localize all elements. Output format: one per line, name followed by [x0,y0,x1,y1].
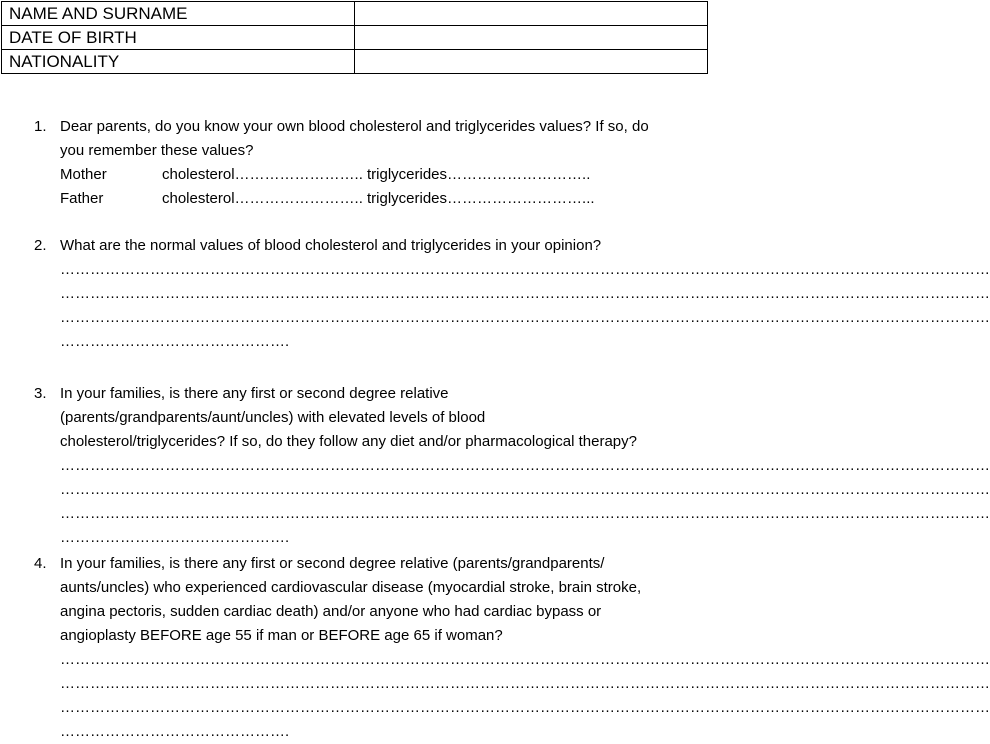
dob-field[interactable] [355,26,708,50]
answer-line[interactable]: ………………………………………. [60,333,290,350]
identity-table [1,1,708,74]
dob-label: DATE OF BIRTH [2,26,355,50]
answer-line[interactable]: …………………………………………………………………………………………………………………………………………………………………… [60,675,990,692]
answer-line[interactable]: …………………………………………………………………………………………………………………………………………………………………… [60,309,990,326]
question-4-text-line: angioplasty BEFORE age 55 if man or BEFORE age 65 if woman? [60,627,503,644]
dob-row [2,26,708,50]
question-4-text-line: aunts/uncles) who experienced cardiovascular disease (myocardial stroke, brain stroke, [60,579,642,596]
answer-line[interactable]: …………………………………………………………………………………………………………………………………………………………………… [60,699,990,716]
father-triglycerides-field[interactable]: triglycerides………………………... [367,190,595,207]
nationality-row [2,50,708,74]
nationality-label: NATIONALITY [2,50,355,74]
question-3-text-line: In your families, is there any first or second degree relative [60,385,449,402]
name-field[interactable] [355,2,708,26]
question-2-number: 2. [34,237,47,254]
question-1-number: 1. [34,118,47,135]
answer-line[interactable]: ………………………………………. [60,529,290,546]
question-1 [34,115,704,211]
answer-line[interactable]: …………………………………………………………………………………………………………………………………………………………………… [60,457,990,474]
father-values-row [60,187,704,211]
name-label: NAME AND SURNAME [2,2,355,26]
answer-line[interactable]: …………………………………………………………………………………………………………………………………………………………………… [60,505,990,522]
question-2-text-line: What are the normal values of blood cholesterol and triglycerides in your opinion? [60,237,602,254]
mother-label: Mother [60,166,107,183]
question-1-text-line: Dear parents, do you know your own blood cholesterol and triglycerides values? If so, do [60,118,649,135]
name-row [2,2,708,26]
answer-line[interactable]: …………………………………………………………………………………………………………………………………………………………………… [60,285,990,302]
question-4 [34,552,990,744]
question-4-text-line: angina pectoris, sudden cardiac death) and/or anyone who had cardiac bypass or [60,603,602,620]
answer-line[interactable]: ………………………………………. [60,723,290,740]
mother-cholesterol-field[interactable]: cholesterol…………………….. [162,166,363,183]
question-4-text-line: In your families, is there any first or second degree relative (parents/grandparents/ [60,555,605,572]
mother-values-row [60,163,704,187]
question-3-number: 3. [34,385,47,402]
question-2 [34,234,990,354]
question-3-text-line: (parents/grandparents/aunt/uncles) with elevated levels of blood [60,409,486,426]
question-3 [34,382,990,550]
mother-triglycerides-field[interactable]: triglycerides……………………….. [367,166,591,183]
answer-line[interactable]: …………………………………………………………………………………………………………………………………………………………………… [60,261,990,278]
answer-line[interactable]: …………………………………………………………………………………………………………………………………………………………………… [60,481,990,498]
question-3-text-line: cholesterol/triglycerides? If so, do they follow any diet and/or pharmacological therapy? [60,433,637,450]
father-cholesterol-field[interactable]: cholesterol…………………….. [162,190,363,207]
father-label: Father [60,190,104,207]
nationality-field[interactable] [355,50,708,74]
answer-line[interactable]: …………………………………………………………………………………………………………………………………………………………………… [60,651,990,668]
question-1-text-line: you remember these values? [60,142,254,159]
question-4-number: 4. [34,555,47,572]
